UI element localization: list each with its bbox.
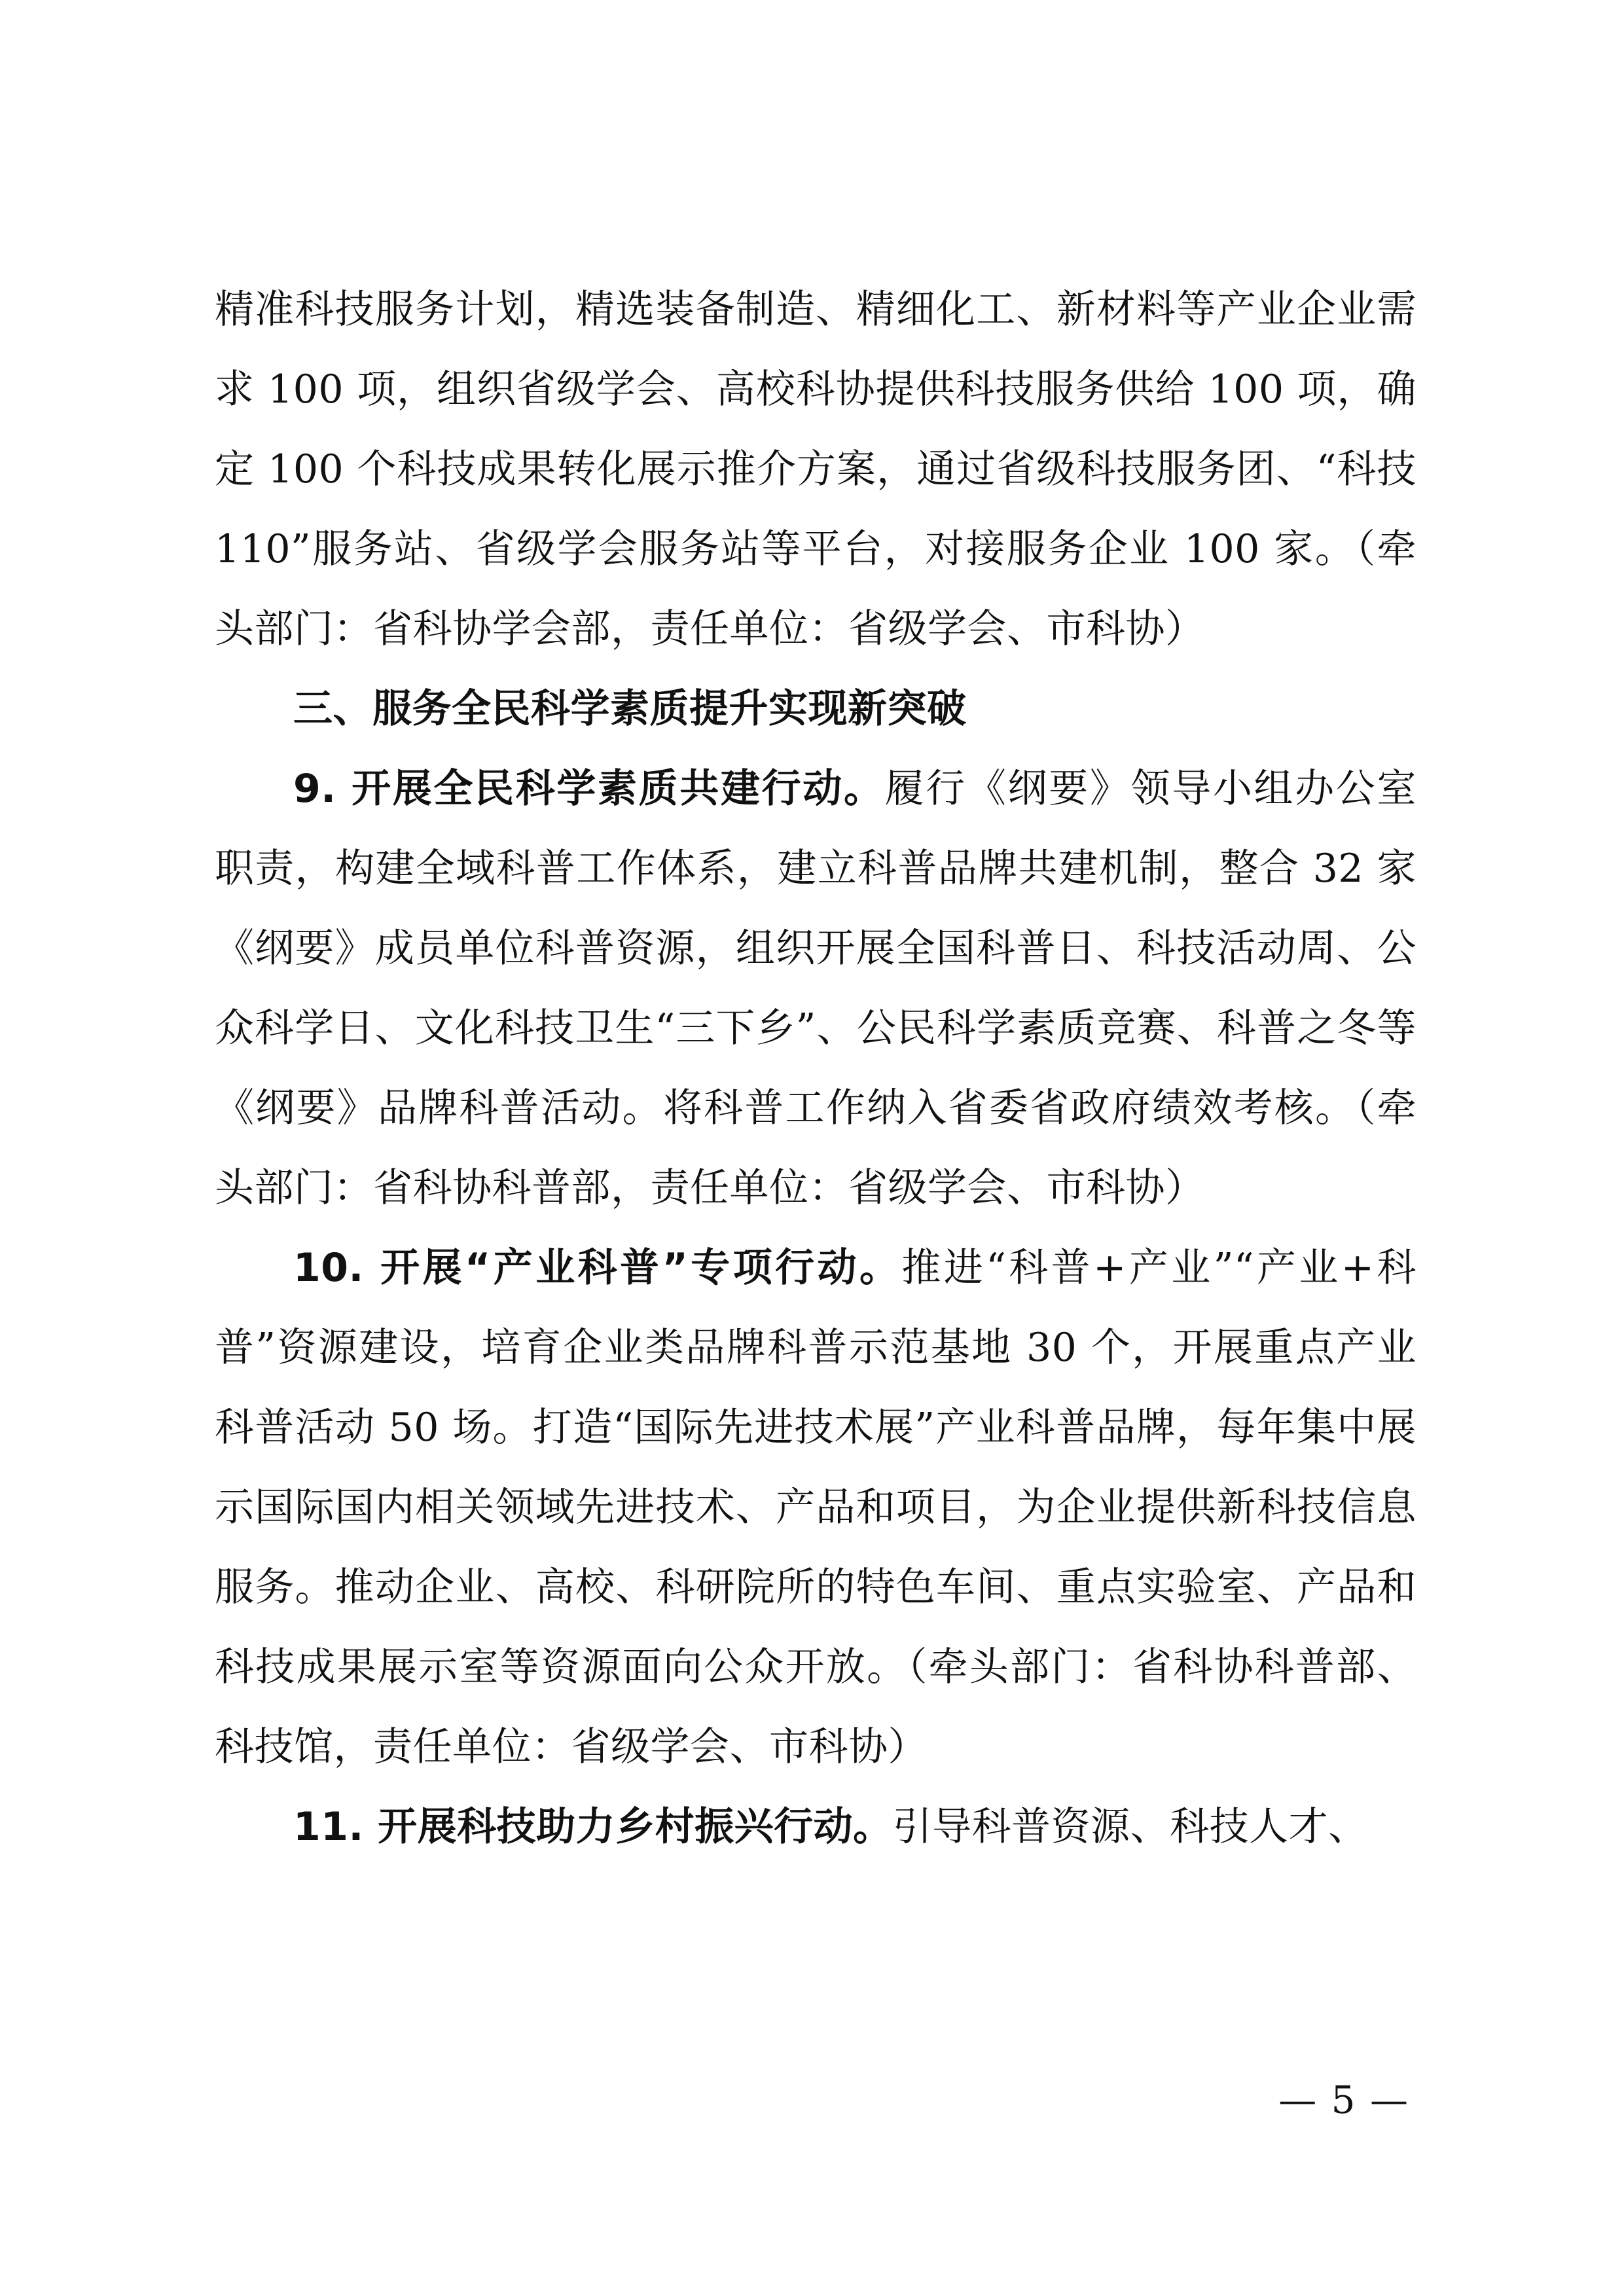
section-heading: 三、服务全民科学素质提升实现新突破 [293, 686, 967, 732]
document-body [215, 270, 1416, 1867]
paragraph-item-10 [215, 1228, 1416, 1787]
paragraph-note: （牵头部门：省科协科普部、科技馆，责任单位：省级学会、市科协） [215, 1644, 1417, 1770]
paragraph-lead: 9. 开展全民科学素质共建行动。 [293, 766, 885, 812]
paragraph-text: 精准科技服务计划，精选装备制造、精细化工、新材料等产业企业需求 100 项，组织省级学会、高校科协提供科技服务供给 100 项，确定 100 个科技成果转化展示推介方案，通过省级科技服务团、“科技 110”服务站、省级学会服务站等平台，对接服务企业 100 家。 [215, 287, 1416, 572]
paragraph-note: （牵头部门：省科协学会部，责任单位：省级学会、市科协） [215, 526, 1416, 652]
paragraph-text: 引导科普资源、科技人才、 [892, 1804, 1368, 1850]
paragraph-text: 推进“科普+产业”“产业+科普”资源建设，培育企业类品牌科普示范基地 30 个，开展重点产业科普活动 50 场。打造“国际先进技术展”产业科普品牌，每年集中展示国际国内相关领域先进技术、产品和项目，为企业提供新科技信息服务。推动企业、高校、科研院所的特色车间、重点实验室、产品和科技成果展示室等资源面向公众开放。 [215, 1245, 1416, 1690]
paragraph-text: 履行《纲要》领导小组办公室职责，构建全域科普工作体系，建立科普品牌共建机制，整合 32 家《纲要》成员单位科普资源，组织开展全国科普日、科技活动周、公众科学日、文化科技卫生“三下乡”、公民科学素质竞赛、科普之冬等《纲要》品牌科普活动。将科普工作纳入省委省政府绩效考核。 [215, 766, 1416, 1131]
paragraph-item-11 [215, 1787, 1416, 1867]
paragraph-note: （牵头部门：省科协科普部，责任单位：省级学会、市科协） [215, 1085, 1417, 1211]
paragraph-item-9 [215, 749, 1416, 1228]
page-number: — 5 — [1278, 2078, 1409, 2122]
paragraph-lead: 11. 开展科技助力乡村振兴行动。 [293, 1804, 893, 1850]
paragraph-lead: 10. 开展“产业科普”专项行动。 [293, 1245, 902, 1291]
paragraph-continuation [215, 270, 1416, 669]
